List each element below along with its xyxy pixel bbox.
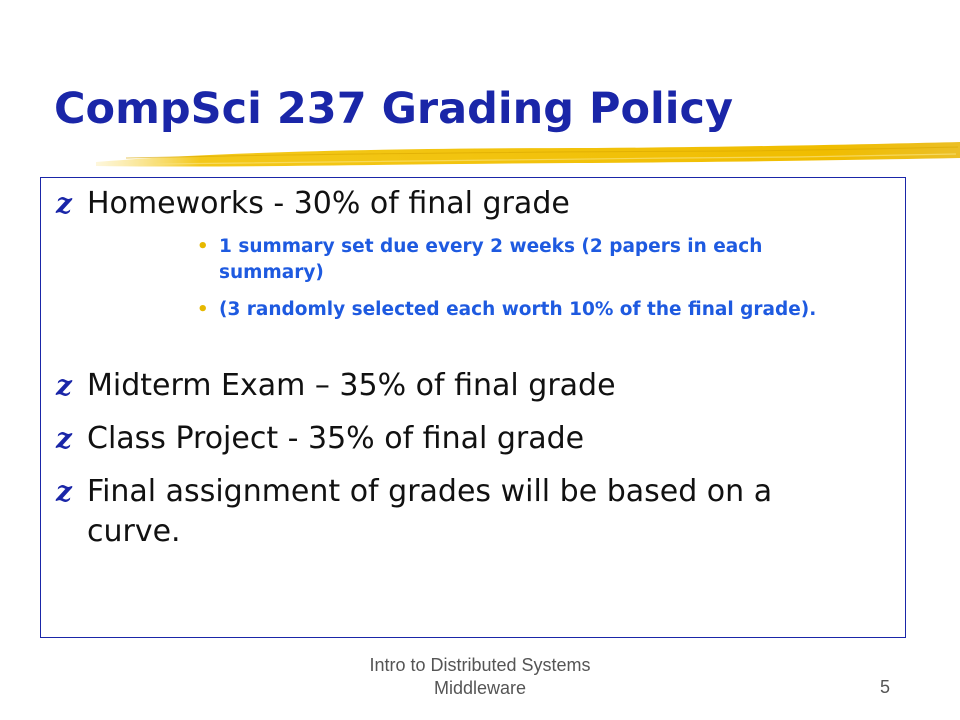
bullet-icon: z: [56, 475, 72, 508]
content-box: [40, 177, 906, 638]
footer-line-2: Middleware: [433, 678, 527, 698]
list-item-project: [56, 419, 847, 459]
list-item-text: Final assignment of grades will be based on a curve.: [87, 474, 773, 549]
list-item-text: Class Project - 35% of final grade: [87, 421, 585, 456]
sub-bullet-icon: •: [197, 299, 209, 320]
bullet-icon: z: [56, 187, 72, 220]
list-item-final-grades: [56, 472, 847, 552]
list-item-homeworks: [56, 184, 847, 224]
sub-list-item-text: 1 summary set due every 2 weeks (2 papers in each summary): [219, 236, 763, 283]
list-item-text: Homeworks - 30% of final grade: [87, 186, 570, 221]
sub-list-item: [197, 234, 857, 286]
footer-line-1: Intro to Distributed Systems: [369, 655, 591, 675]
slide-number: 5: [880, 677, 891, 697]
title-underline-brushstroke: [96, 138, 960, 174]
sub-bullet-icon: •: [197, 236, 209, 257]
bullet-icon: z: [56, 369, 72, 402]
bullet-icon: z: [56, 422, 72, 455]
sub-list-item: [197, 297, 857, 323]
footer-course-title: [330, 654, 630, 700]
sub-list-item-text: (3 randomly selected each worth 10% of the final grade).: [219, 299, 817, 320]
list-item-text: Midterm Exam – 35% of final grade: [87, 368, 616, 403]
slide-title: CompSci 237 Grading Policy: [54, 84, 734, 134]
list-item-midterm: [56, 366, 847, 406]
